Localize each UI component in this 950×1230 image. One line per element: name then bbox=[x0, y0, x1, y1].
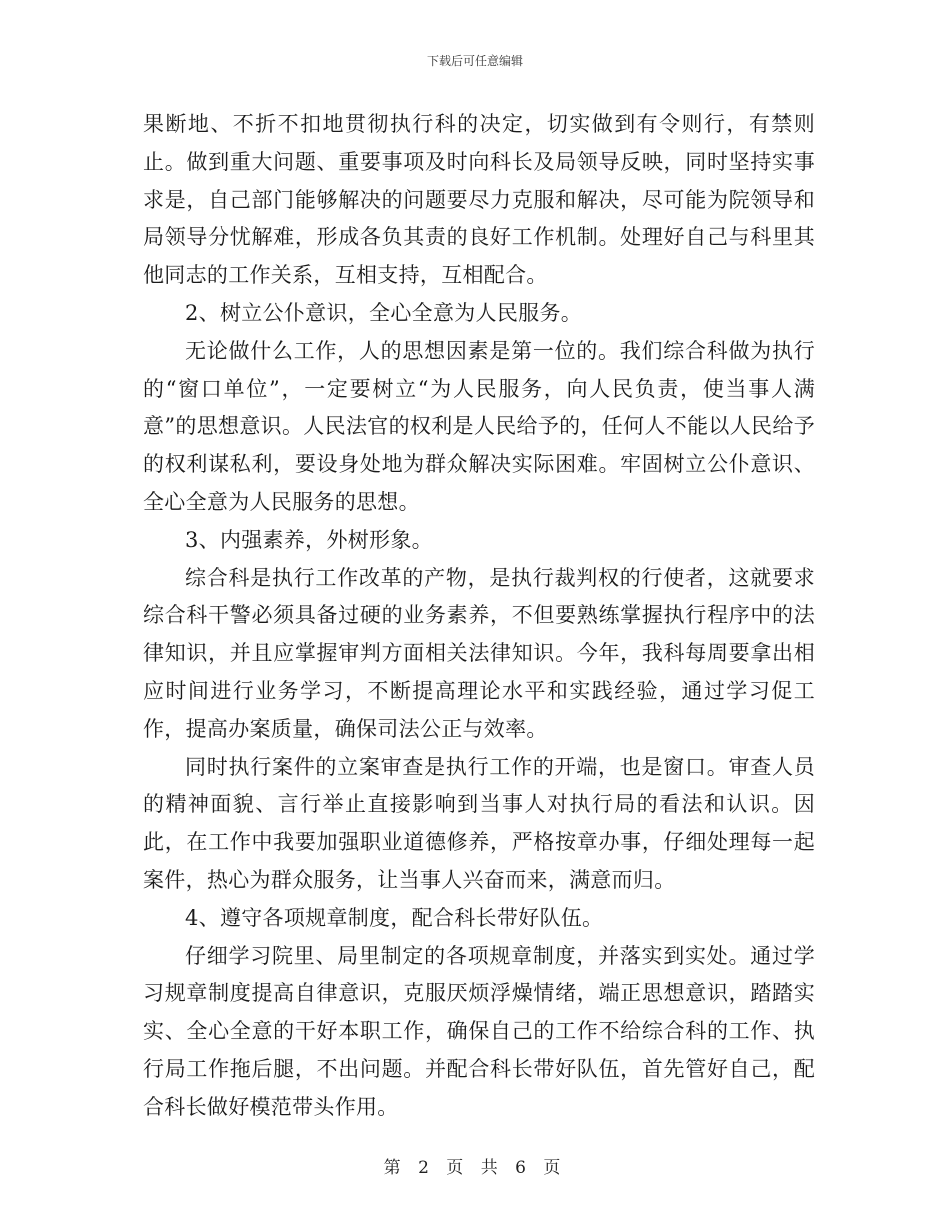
document-body bbox=[143, 106, 815, 1127]
paragraph: 果断地、不折不扣地贯彻执行科的决定，切实做到有令则行，有禁则止。做到重大问题、重要事项及时向科长及局领导反映，同时坚持实事求是，自己部门能够解决的问题要尽力克服和解决，尽可能为院领导和局领导分忧解难，形成各负其责的良好工作机制。处理好自己与科里其他同志的工作关系，互相支持，互相配合。 bbox=[143, 112, 815, 288]
section-heading: 2、树立公仆意识，全心全意为人民服务。 bbox=[185, 300, 583, 325]
section-heading: 4、遵守各项规章制度，配合科长带好队伍。 bbox=[185, 905, 604, 930]
paragraph: 无论做什么工作，人的思想因素是第一位的。我们综合科做为执行的“窗口单位”，一定要树立“为人民服务，向人民负责，使当事人满意”的思想意识。人民法官的权利是人民给予的，任何人不能以人民给予的权利谋私利，要设身处地为群众解决实际困难。牢固树立公仆意识、全心全意为人民服务的思想。 bbox=[143, 338, 815, 514]
paragraph: 同时执行案件的立案审查是执行工作的开端，也是窗口。审查人员的精神面貌、言行举止直接影响到当事人对执行局的看法和认识。因此，在工作中我要加强职业道德修养，严格按章办事，仔细处理每一起案件，热心为群众服务，让当事人兴奋而来，满意而归。 bbox=[143, 754, 815, 892]
page-footer: 第 2 页 共 6 页 bbox=[383, 1158, 567, 1178]
page-header: 下载后可任意编辑 bbox=[426, 54, 523, 68]
paragraph: 综合科是执行工作改革的产物，是执行裁判权的行使者，这就要求综合科干警必须具备过硬的业务素养，不但要熟练掌握执行程序中的法律知识，并且应掌握审判方面相关法律知识。今年，我科每周要拿出相应时间进行业务学习，不断提高理论水平和实践经验，通过学习促工作，提高办案质量，确保司法公正与效率。 bbox=[143, 565, 815, 741]
paragraph: 仔细学习院里、局里制定的各项规章制度，并落实到实处。通过学习规章制度提高自律意识，克服厌烦浮燥情绪，端正思想意识，踏踏实实、全心全意的干好本职工作，确保自己的工作不给综合科的工作、执行局工作拖后腿，不出问题。并配合科长带好队伍，首先管好自己，配合科长做好模范带头作用。 bbox=[143, 943, 815, 1119]
section-heading: 3、内强素养，外树形象。 bbox=[185, 527, 433, 552]
